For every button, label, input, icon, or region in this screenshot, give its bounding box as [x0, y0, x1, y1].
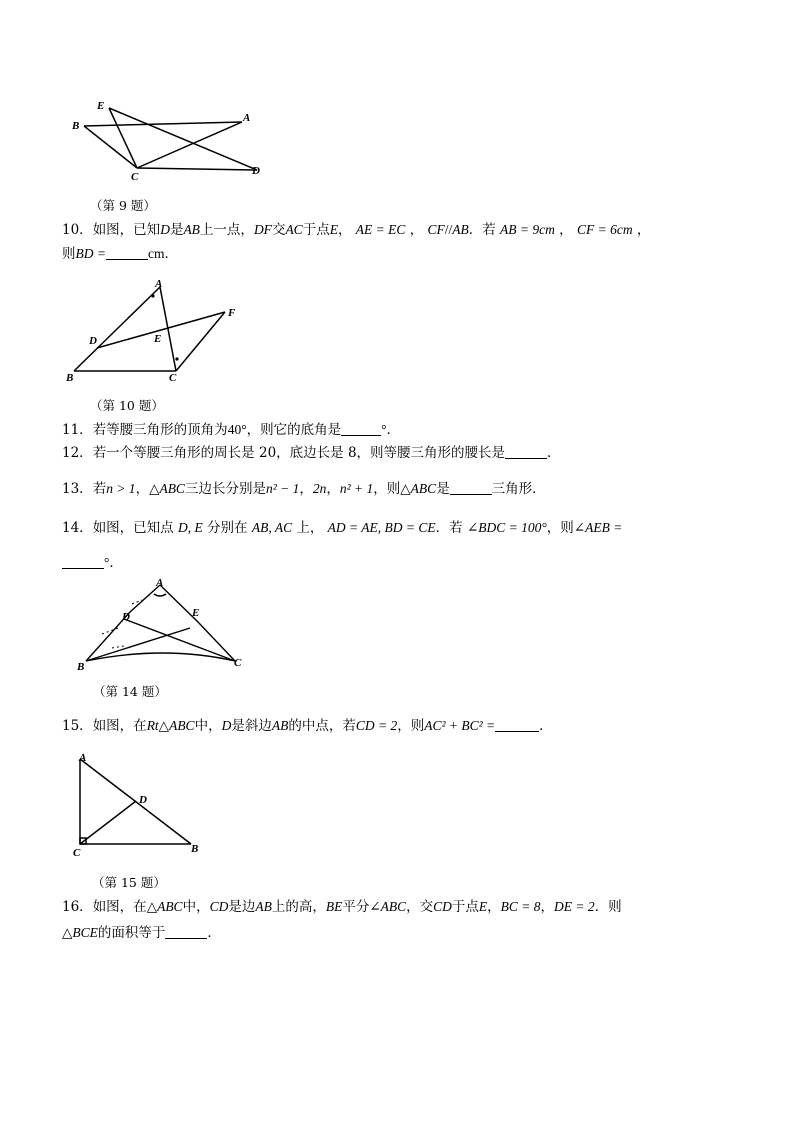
q15-label-B: B — [191, 843, 199, 855]
q10-text: 如图，已知 — [92, 222, 161, 238]
q13-text: 若 — [92, 481, 107, 497]
q14-text: 如图，已知点 — [92, 520, 174, 536]
question-13 — [62, 480, 546, 498]
q14-math-eq1: AD = AE, BD = CE — [327, 520, 436, 535]
q13-text: 是 — [436, 481, 450, 497]
q16-text: 如图，在 — [92, 899, 147, 915]
answer-blank-q14[interactable] — [62, 555, 104, 569]
figure-q10-diagram — [64, 280, 249, 386]
q16-text: ， — [487, 899, 501, 915]
q11-text: ． — [386, 422, 400, 438]
q10-math-AB: AB — [183, 222, 200, 237]
q10-label-E: E — [154, 333, 162, 345]
q15-math-expr: AC² + BC² = — [424, 718, 496, 733]
q10-number: 10． — [62, 222, 93, 238]
q13-math-side3: n² + 1 — [339, 481, 374, 496]
answer-blank-q16[interactable] — [165, 925, 207, 939]
q16-math-triangle: △ABC — [146, 899, 183, 914]
q16-math-CD: CD — [209, 899, 229, 914]
q16-text: ，交 — [406, 899, 434, 915]
q10-text: 于点 — [302, 222, 330, 238]
q16-math-BE: BE — [325, 899, 343, 914]
q15-text: 是斜边 — [231, 718, 272, 734]
q10-text: 交 — [271, 222, 286, 238]
q13-text: ， — [135, 481, 150, 497]
q15-label-D: D — [139, 794, 147, 806]
q13-text: ， — [299, 481, 313, 497]
q13-math-side2: 2n — [312, 481, 327, 496]
question-11 — [62, 421, 400, 439]
q14-label-E: E — [192, 607, 200, 619]
q16-text: 中， — [182, 899, 210, 915]
figure-q15-diagram — [70, 752, 210, 858]
answer-blank-q11[interactable] — [341, 422, 381, 436]
caption-q9: （第 9 题） — [90, 198, 156, 213]
q13-text: ，则 — [373, 481, 401, 497]
question-12 — [62, 444, 561, 462]
q15-label-C: C — [73, 847, 81, 859]
caption-q15: （第 15 题） — [92, 875, 166, 890]
q10-parallel-symbol: // — [444, 222, 453, 237]
q10-text: ． — [164, 246, 178, 262]
figure-q9 — [64, 96, 274, 183]
q10-math-D: D — [160, 222, 170, 237]
q16-math-AB: AB — [255, 899, 272, 914]
answer-blank-q12[interactable] — [505, 445, 547, 459]
q12-text: ． — [547, 445, 561, 461]
q16-math-CD2: CD — [433, 899, 452, 914]
q14-math-segments: AB, AC — [251, 520, 293, 535]
q16-math-E: E — [478, 899, 488, 914]
q13-math-side1: n² − 1 — [265, 481, 300, 496]
q12-number: 12． — [62, 445, 93, 461]
q13-text: ， — [326, 481, 340, 497]
answer-blank-q10[interactable] — [106, 246, 148, 260]
q13-text: 三角形． — [491, 481, 546, 497]
q9-label-C: C — [131, 171, 139, 183]
figure-q9-diagram — [64, 96, 274, 183]
q10-label-B: B — [66, 372, 74, 384]
q10-text: 则 — [62, 246, 76, 262]
q14-text: ，则 — [546, 520, 574, 536]
q10-math-AC: AC — [285, 222, 303, 237]
caption-q10: （第 10 题） — [90, 398, 164, 413]
q10-text: 是 — [169, 222, 184, 238]
answer-blank-q13[interactable] — [450, 481, 492, 495]
q14-label-C: C — [234, 657, 242, 669]
q15-text: ． — [539, 718, 553, 734]
q14-label-D: D — [122, 611, 130, 623]
q10-text: ， — [559, 222, 573, 238]
q15-text: 如图，在 — [92, 718, 147, 734]
q14-number: 14． — [62, 520, 93, 536]
q9-label-B: B — [72, 120, 80, 132]
q10-unit: cm — [147, 246, 165, 261]
q15-math-AB: AB — [271, 718, 289, 733]
q14-math-eq2: ∠BDC = 100° — [466, 520, 547, 535]
q16-text: 于点 — [451, 899, 479, 915]
q10-math-eq3: CF = 6cm — [576, 222, 633, 237]
q10-label-D: D — [89, 335, 97, 347]
q14-text: 上， — [296, 520, 324, 536]
q15-math-D: D — [221, 718, 232, 733]
question-14-line-2 — [62, 554, 123, 572]
q13-math-triangle: △ABC — [149, 481, 185, 496]
figure-q14 — [72, 576, 252, 672]
q11-number: 11． — [62, 422, 93, 438]
q16-text: ， — [540, 899, 555, 915]
question-10-line-1 — [62, 221, 650, 239]
q15-number: 15． — [62, 718, 93, 734]
q12-text: 若一个等腰三角形的周长是 20，底边长是 8，则等腰三角形的腰长是 — [92, 445, 506, 461]
q10-math-CF: CF — [427, 222, 445, 237]
q10-math-eq4: BD = — [75, 246, 106, 261]
figure-q15 — [70, 752, 210, 858]
q15-text: 中， — [194, 718, 222, 734]
q11-text: ，则它的底角是 — [246, 422, 342, 438]
q10-math-E: E — [329, 222, 338, 237]
q16-math-angle: ∠ABC — [369, 899, 407, 914]
q10-label-F: F — [228, 307, 236, 319]
q13-math-cond: n > 1 — [106, 481, 136, 496]
q16-math-triangle2: △BCE — [62, 925, 98, 940]
q15-math-rt-triangle: Rt△ABC — [146, 718, 195, 733]
q14-math-points: D, E — [177, 520, 203, 535]
question-15 — [62, 717, 553, 735]
q16-number: 16． — [62, 899, 93, 915]
q14-text: 分别在 — [207, 520, 248, 536]
q11-angle: 40° — [227, 422, 247, 437]
q15-math-eq1: CD = 2 — [355, 718, 398, 733]
caption-q14: （第 14 题） — [93, 684, 167, 699]
figure-q14-diagram — [72, 576, 252, 672]
q16-text: 是边 — [228, 899, 256, 915]
q10-text: ， — [337, 222, 352, 238]
q9-label-E: E — [97, 100, 105, 112]
q16-text: 的面积等于 — [97, 925, 166, 941]
q10-label-A: A — [155, 278, 163, 290]
q16-text: ． — [207, 925, 221, 941]
q10-math-eq1: AE = EC — [355, 222, 406, 237]
q14-label-B: B — [77, 661, 85, 673]
q10-math-AB2: AB — [452, 222, 469, 237]
answer-blank-q15[interactable] — [495, 718, 539, 732]
q10-label-C: C — [169, 372, 177, 384]
q14-label-A: A — [156, 577, 164, 589]
q10-math-eq2: AB = 9cm — [500, 222, 555, 237]
q15-text: 的中点，若 — [288, 718, 356, 734]
question-10-line-2 — [62, 245, 178, 263]
q10-text: 上一点， — [199, 222, 254, 238]
figure-q10 — [64, 280, 249, 386]
q14-math-ask: ∠AEB = — [573, 520, 623, 535]
q16-math-eq1: BC = 8 — [500, 899, 541, 914]
q10-text: ， — [636, 222, 651, 238]
q16-text: 上的高， — [271, 899, 326, 915]
question-16-line-1 — [62, 898, 622, 916]
q11-text: 若等腰三角形的顶角为 — [92, 422, 228, 438]
q14-text: ． — [109, 555, 123, 571]
question-14-line-1 — [62, 519, 622, 537]
q10-text: ， — [409, 222, 424, 238]
question-16-line-2 — [62, 924, 221, 942]
q10-text: ．若 — [468, 222, 496, 238]
q11-unit: ° — [381, 422, 387, 437]
q9-label-A: A — [243, 112, 251, 124]
q13-text: 三边长分别是 — [184, 481, 266, 497]
q14-text: ．若 — [435, 520, 463, 536]
q15-text: ，则 — [397, 718, 425, 734]
q15-label-A: A — [79, 752, 87, 764]
q16-text: 平分 — [342, 899, 370, 915]
q10-math-DF: DF — [253, 222, 272, 237]
q9-label-D: D — [252, 165, 260, 177]
q13-math-triangle2: △ABC — [400, 481, 437, 496]
q16-math-eq2: DE = 2 — [554, 899, 595, 914]
q16-text: ．则 — [594, 899, 622, 915]
q13-number: 13． — [62, 481, 93, 497]
q14-unit: ° — [104, 555, 110, 570]
